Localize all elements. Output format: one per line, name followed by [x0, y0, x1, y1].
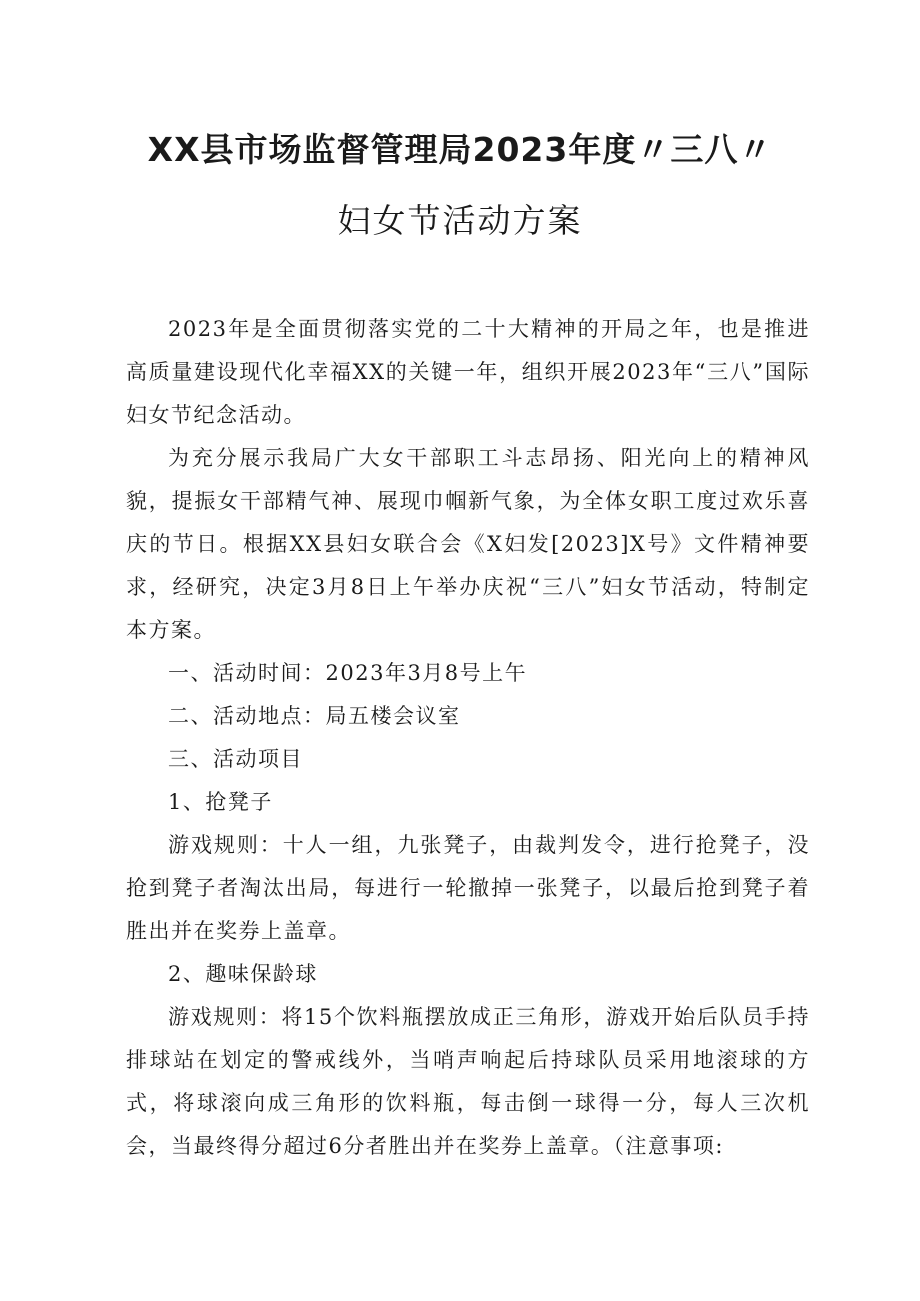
document-title-line1: XX县市场监督管理局2023年度〃三八〃 [147, 130, 773, 169]
paragraph-activity-time: 一、活动时间：2023年3月8号上午 [168, 661, 528, 685]
document-body [126, 308, 810, 1168]
document-title-line2: 妇女节活动方案 [337, 201, 583, 240]
paragraph-item-2-heading: 2、趣味保龄球 [168, 962, 318, 986]
paragraph-intro: 2023年是全面贯彻落实党的二十大精神的开局之年，也是推进高质量建设现代化幸福XX的关键一年，组织开展2023年“三八”国际妇女节纪念活动。 [126, 317, 810, 427]
paragraph-item-1-rules: 游戏规则：十人一组，九张凳子，由裁判发令，进行抢凳子，没抢到凳子者淘汰出局，每进行一轮撤掉一张凳子，以最后抢到凳子着胜出并在奖券上盖章。 [126, 833, 810, 943]
paragraph-activity-location: 二、活动地点：局五楼会议室 [168, 704, 461, 728]
paragraph-purpose: 为充分展示我局广大女干部职工斗志昂扬、阳光向上的精神风貌，提振女干部精气神、展现巾帼新气象，为全体女职工度过欢乐喜庆的节日。根据XX县妇女联合会《X妇发[2023]X号》文件精神要求，经研究，决定3月8日上午举办庆祝“三八”妇女节活动，特制定本方案。 [126, 446, 810, 642]
paragraph-item-2-rules: 游戏规则：将15个饮料瓶摆放成正三角形，游戏开始后队员手持排球站在划定的警戒线外，当哨声响起后持球队员采用地滚球的方式，将球滚向成三角形的饮料瓶，每击倒一球得一分，每人三次机会，当最终得分超过6分者胜出并在奖券上盖章。（注意事项: [126, 1005, 810, 1158]
paragraph-activity-items-heading: 三、活动项目 [168, 747, 303, 771]
paragraph-item-1-heading: 1、抢凳子 [168, 790, 273, 814]
